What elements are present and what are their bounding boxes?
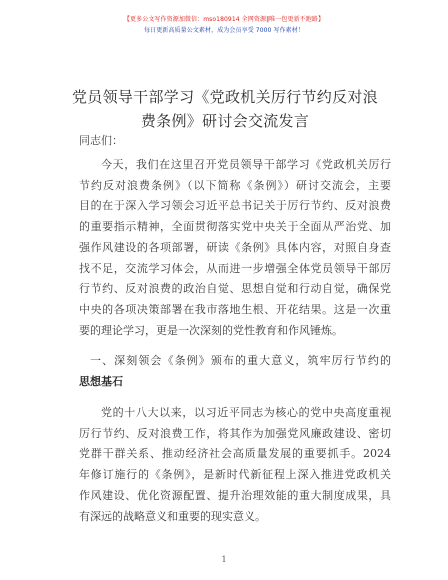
heading-line-2: 思想基石 <box>79 374 123 388</box>
section-heading-1 <box>79 351 391 392</box>
paragraph-line: 行节约、反对浪费的政治自觉、思想自觉和行动自觉，确保党 <box>79 282 391 296</box>
title-line-2: 费条例》研讨会交流发言 <box>140 112 310 130</box>
promo-banner-line-2: 每日更新高质量公文素材，成为会员享受 7000 写作素材！ <box>144 27 304 34</box>
paragraph-line: 目的在于深入学习领会习近平总书记关于厉行节约、反对浪费 <box>79 199 391 213</box>
salutation: 同志们： <box>79 134 123 147</box>
title-line-1: 党员领导干部学习《党政机关厉行节约反对浪 <box>71 88 378 106</box>
paragraph-line: 要的理论学习，更是一次深刻的党性教育和作风锤炼。 <box>79 323 343 337</box>
paragraph-line: 今天，我们在这里召开党员领导干部学习《党政机关厉行 <box>101 158 391 171</box>
paragraph-line: 节约反对浪费条例》（以下简称《条例》）研讨交流会，主要 <box>79 178 391 192</box>
paragraph-2 <box>79 403 391 527</box>
paragraph-line: 中央的各项决策部署在我市落地生根、开花结果。这是一次重 <box>79 302 391 316</box>
paragraph-line: 作风建设、优化资源配置、提升治理效能的重大制度成果，具 <box>79 488 391 502</box>
paragraph-line: 党的十八大以来，以习近平同志为核心的党中央高度重视 <box>101 406 391 419</box>
document-title <box>60 85 390 133</box>
paragraph-line: 有深远的战略意义和重要的现实意义。 <box>79 509 266 523</box>
page-number: 1 <box>221 555 227 564</box>
paragraph-line: 厉行节约、反对浪费工作，将其作为加强党风廉政建设、密切 <box>79 426 391 440</box>
paragraph-line: 的重要指示精神，全面贯彻落实党中央关于全面从严治党、加 <box>79 220 391 234</box>
paragraph-line: 年修订施行的《条例》，是新时代新征程上深入推进党政机关 <box>79 468 391 482</box>
promo-banner-line-1: 【更多公文写作资源加微信：mso180914 全网资源‖唯一包更新不跑路】 <box>123 16 325 23</box>
paragraph-line: 强作风建设的各项部署，研读《条例》具体内容，对照自身查 <box>79 240 391 254</box>
paragraph-1 <box>79 155 391 341</box>
paragraph-line: 找不足，交流学习体会，从而进一步增强全体党员领导干部厉 <box>79 261 391 275</box>
paragraph-line: 党群干群关系、推动经济社会高质量发展的重要抓手。2024 <box>79 447 391 461</box>
heading-line-1: 一、深刻领会《条例》颁布的重大意义，筑牢厉行节约的 <box>90 354 391 367</box>
